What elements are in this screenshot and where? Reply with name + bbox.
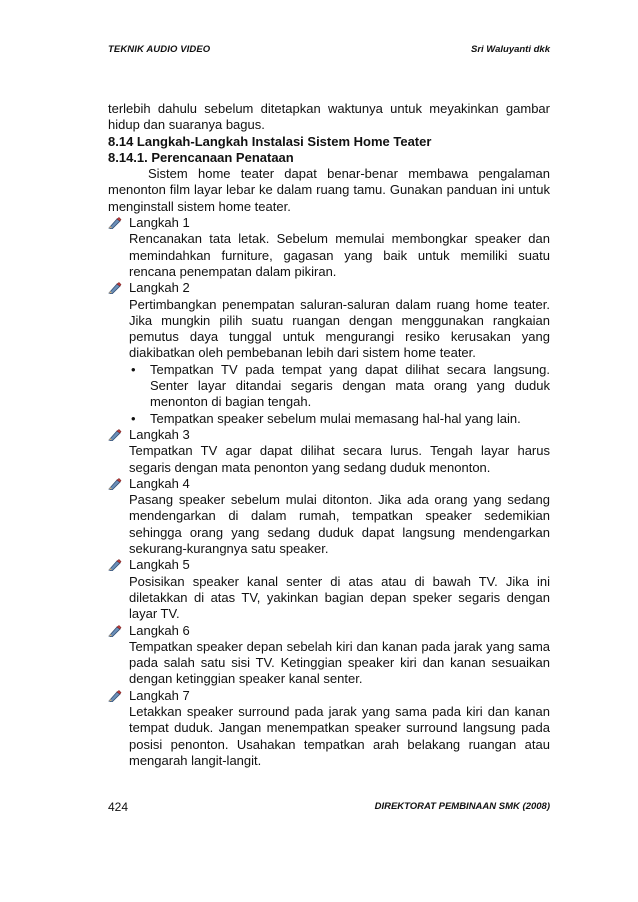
step-item	[108, 476, 550, 557]
pencil-hand-icon	[108, 282, 122, 294]
step-body: Pasang speaker sebelum mulai ditonton. Jika ada orang yang sedang mendengarkan di dalam rumah, tempatkan speaker sedemikian sehingga orang yang sedang duduk dapat langsung mendengarkan sekurang-kurangnya satu speaker.	[129, 492, 550, 557]
step-title: Langkah 4	[129, 475, 190, 491]
step-title: Langkah 1	[129, 215, 190, 231]
step-body: Rencanakan tata letak. Sebelum memulai membongkar speaker dan memindahkan furniture, gagasan yang baik untuk memiliki suatu rencana penempatan dalam pikiran.	[129, 231, 550, 279]
step-item	[108, 623, 550, 688]
bullet-item	[129, 411, 550, 427]
page-number: 424	[108, 800, 129, 814]
pencil-hand-icon	[108, 217, 122, 229]
step-item	[108, 280, 550, 427]
pencil-hand-icon	[108, 559, 122, 571]
bullet-dot: •	[131, 361, 136, 377]
step-title: Langkah 7	[129, 687, 190, 703]
bullet-item	[129, 362, 550, 411]
subsection-intro: Sistem home teater dapat benar-benar membawa pengalaman menonton film layar lebar ke dalam ruang tamu. Gunakan panduan ini untuk menginstall sistem home teater.	[108, 166, 550, 214]
bullet-text: Tempatkan TV pada tempat yang dapat dilihat secara langsung. Senter layar ditandai segaris dengan mata orang yang duduk menonton di bagian tengah.	[150, 361, 550, 410]
step-body: Tempatkan speaker depan sebelah kiri dan kanan pada jarak yang sama pada salah satu sisi TV. Ketinggian speaker kiri dan kanan sesuaikan dengan ketinggian speaker kanal senter.	[129, 638, 550, 687]
step-item	[108, 557, 550, 622]
bullet-dot: •	[131, 410, 136, 426]
intro-paragraph: terlebih dahulu sebelum ditetapkan waktunya untuk meyakinkan gambar hidup dan suaranya bagus.	[108, 101, 550, 133]
step-title: Langkah 6	[129, 622, 190, 638]
footer-publisher: DIREKTORAT PEMBINAAN SMK (2008)	[374, 801, 550, 812]
step-body: Letakkan speaker surround pada jarak yang sama pada kiri dan kanan tempat duduk. Jangan menempatkan speaker surround langsung pada posisi penonton. Usahakan tempatkan arah belakang ruangan atau mengarah langit-langit.	[129, 703, 550, 768]
subsection-heading: 8.14.1. Perencanaan Penataan	[108, 149, 294, 165]
step-item	[108, 215, 550, 280]
pencil-hand-icon	[108, 478, 122, 490]
page-content	[108, 101, 550, 769]
step-title: Langkah 5	[129, 557, 190, 573]
header-author: Sri Waluyanti dkk	[470, 44, 550, 55]
pencil-hand-icon	[108, 625, 122, 637]
bullet-text: Tempatkan speaker sebelum mulai memasang hal-hal yang lain.	[150, 410, 521, 426]
section-heading: 8.14 Langkah-Langkah Instalasi Sistem Home Teater	[108, 133, 432, 149]
step-title: Langkah 3	[129, 426, 190, 442]
step-title: Langkah 2	[129, 280, 190, 296]
step-item	[108, 688, 550, 769]
step-body: Tempatkan TV agar dapat dilihat secara lurus. Tengah layar harus segaris dengan mata penonton yang sedang duduk menonton.	[129, 443, 550, 475]
pencil-hand-icon	[108, 429, 122, 441]
step-body: Pertimbangkan penempatan saluran-saluran dalam ruang home teater. Jika mungkin pilih suatu ruangan dengan menggunakan rangkaian pemutus daya tunggal untuk mengurangi resiko kerusakan yang diakibatkan oleh pembebanan lebih dari sistem home teater.	[129, 296, 550, 361]
step-body: Posisikan speaker kanal senter di atas atau di bawah TV. Jika ini diletakkan di atas TV, yakinkan bagian depan speker segaris dengan layar TV.	[129, 573, 550, 622]
header-left-title: TEKNIK AUDIO VIDEO	[108, 44, 211, 55]
pencil-hand-icon	[108, 690, 122, 702]
steps-list	[108, 215, 550, 769]
step-item	[108, 427, 550, 476]
